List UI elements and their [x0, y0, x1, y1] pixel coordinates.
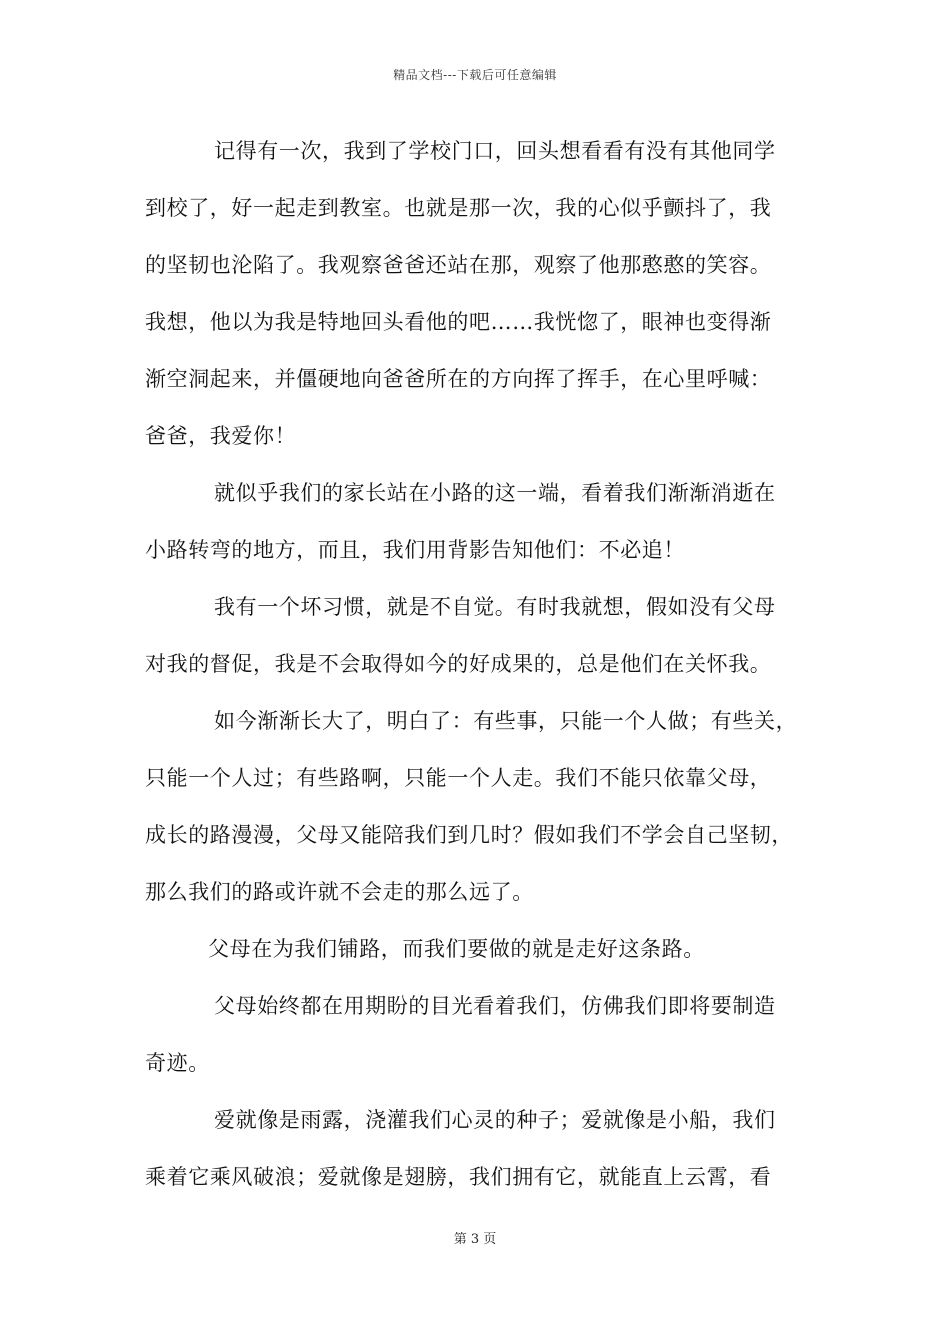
text-line: 我有一个坏习惯，就是不自觉。有时我就想，假如没有父母 — [214, 595, 776, 619]
text-line: 爱就像是雨露，浇灌我们心灵的种子；爱就像是小船，我们 — [214, 1108, 776, 1132]
page-header: 精品文档---下载后可任意编辑 — [393, 68, 557, 82]
text-line: 对我的督促，我是不会取得如今的好成果的，总是他们在关怀我。 — [145, 652, 772, 676]
text-line: 小路转弯的地方，而且，我们用背影告知他们：不必追！ — [145, 538, 685, 562]
text-line: 我想，他以为我是特地回头看他的吧……我恍惚了，眼神也变得渐 — [145, 310, 772, 334]
text-line: 成长的路漫漫，父母又能陪我们到几时？假如我们不学会自己坚韧， — [145, 823, 793, 847]
text-line: 到校了，好一起走到教室。也就是那一次，我的心似乎颤抖了，我 — [145, 196, 772, 220]
text-line: 渐空洞起来，并僵硬地向爸爸所在的方向挥了挥手，在心里呼喊： — [145, 367, 772, 391]
text-line: 那么我们的路或许就不会走的那么远了。 — [145, 880, 534, 904]
text-line: 爸爸，我爱你！ — [145, 424, 297, 448]
text-line: 就似乎我们的家长站在小路的这一端，看着我们渐渐消逝在 — [214, 481, 776, 505]
text-line: 记得有一次，我到了学校门口，回头想看看有没有其他同学 — [214, 139, 776, 163]
text-line: 父母在为我们铺路，而我们要做的就是走好这条路。 — [208, 937, 705, 961]
text-line: 父母始终都在用期盼的目光看着我们，仿佛我们即将要制造 — [214, 994, 776, 1018]
text-line: 奇迹。 — [145, 1051, 210, 1075]
text-line: 只能一个人过；有些路啊，只能一个人走。我们不能只依靠父母， — [145, 766, 772, 790]
page-number: 第 3 页 — [453, 1232, 497, 1247]
text-line: 如今渐渐长大了，明白了：有些事，只能一个人做；有些关， — [214, 709, 798, 733]
text-line: 的坚韧也沦陷了。我观察爸爸还站在那，观察了他那憨憨的笑容。 — [145, 253, 772, 277]
text-line: 乘着它乘风破浪；爱就像是翅膀，我们拥有它，就能直上云霄，看 — [145, 1165, 772, 1189]
